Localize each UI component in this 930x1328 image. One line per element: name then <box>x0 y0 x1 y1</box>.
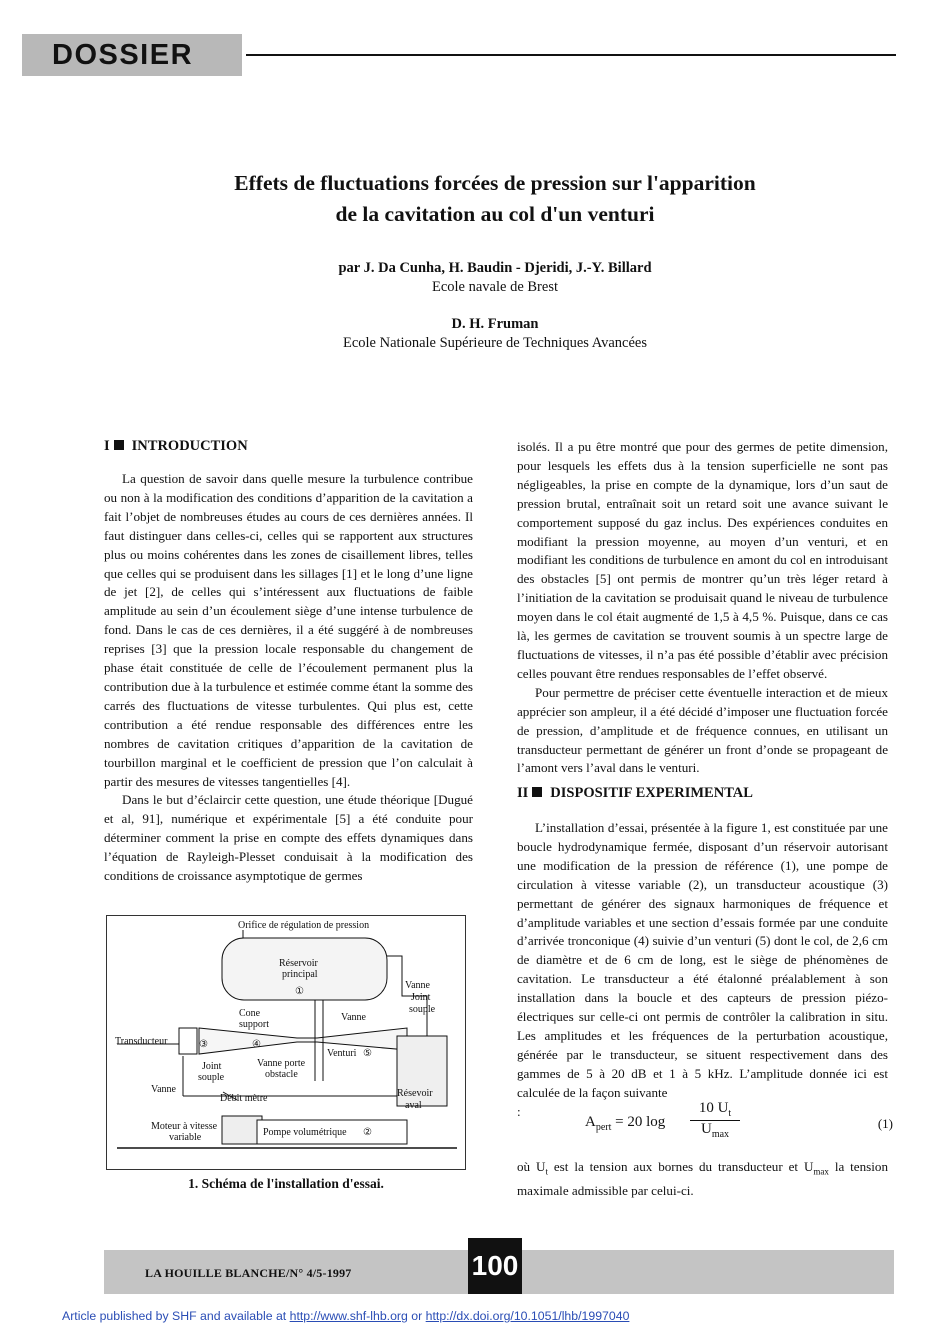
label-obstacle: obstacle <box>265 1069 298 1080</box>
colon: : <box>517 1103 521 1119</box>
label-moteur: Moteur à vitesse <box>151 1121 218 1132</box>
section-1-number: I <box>104 438 110 454</box>
doi-link[interactable]: http://dx.doi.org/10.1051/lhb/1997040 <box>425 1309 630 1323</box>
journal-name: LA HOUILLE BLANCHE/N° 4/5-1997 <box>145 1266 352 1280</box>
shf-link[interactable]: http://www.shf-lhb.org <box>289 1309 408 1323</box>
label-vanne-right: Vanne <box>405 980 430 991</box>
setup-text <box>517 819 888 1122</box>
venturi-body <box>199 1028 407 1054</box>
intro-paragraph-4: Pour permettre de préciser cette éventuelle interaction et de mieux apprécier son ampleur, il a été décidé d’imposer une fluctuation forcée de pression, d’amplitude et de fréquence connues, en utilisant un transducteur permettant de générer un front d’onde se propageant de l’amont vers l’aval dans le venturi. <box>517 684 888 776</box>
section-2-number: II <box>517 785 529 801</box>
label-pompe: Pompe volumétrique <box>263 1127 347 1138</box>
motor-box <box>222 1116 262 1144</box>
installation-schematic <box>107 916 465 1169</box>
section-1-title: INTRODUCTION <box>131 438 248 454</box>
figure-caption: 1. Schéma de l'installation d'essai. <box>188 1176 384 1191</box>
label-reservoir: Réservoir <box>279 958 318 969</box>
label-vanne-mid: Vanne <box>341 1012 366 1023</box>
label-cone: Cone <box>239 1008 261 1019</box>
label-vanne-porte: Vanne porte <box>257 1058 306 1069</box>
label-orifice: Orifice de régulation de pression <box>238 920 370 931</box>
label-joint: Joint <box>411 992 431 1003</box>
label-variable: variable <box>169 1132 202 1143</box>
label-joint-left: Joint <box>202 1061 222 1072</box>
publisher-line: Article published by SHF and available at http://www.shf-lhb.org or http://dx.doi.org/10.1051/lhb/1997040 <box>62 1309 630 1323</box>
page-number: 100 <box>468 1238 522 1294</box>
square-bullet-icon <box>114 440 124 450</box>
label-souple: souple <box>409 1004 436 1015</box>
left-column-text <box>104 470 473 886</box>
label-venturi: Venturi <box>327 1048 357 1059</box>
author-group-1: par J. Da Cunha, H. Baudin - Djeridi, J.-Y. Billard <box>338 260 652 276</box>
equation-explanation: où $U_t$ est la tension aux bornes du transducteur et $U_{max}$ la tension maximale admissible par celui-ci. <box>517 1159 888 1198</box>
intro-paragraph-1: La question de savoir dans quelle mesure la turbulence contribue ou non à la modification des conditions d’apparition de la cavitation a fait l’objet de nombreuses études au cours de ces dernières années. Il faut distinguer dans celles-ci, celles qui se rapportent aux structures plus ou moins cohérentes dans les zones de cisaillement libres, telles que celles qui se produisent dans les sillages [1] et le long d’une ligne de jet [2], de celles qui s’intéressent aux fluctuations de faible amplitude au sein d’un écoulement siège d’une intense turbulence de fond. Dans le cas de ces dernières, il a été suggéré à de nombreuses reprises [3] que la pression locale responsable du changement de phase était constituée de celle de l’écoulement permanent plus la contribution due à la turbulence et estimée comme étant la somme des carrés des fluctuations de vitesse turbulentes. Qui plus est, cette contribution a été rendue responsable des différences entre les nombres de cavitation critiques d’apparition de la cavitation de tourbillon marginal et le coefficient de pression que l’on calculait à partir des mesures de vitesses tangentielles [4]. <box>104 471 473 789</box>
intro-paragraph-2: Dans le but d’éclaircir cette question, une étude théorique [Dugué et al, 91], numérique et expérimentale [5] a été conduite pour déterminer comment la prise en compte des effets dynamiques dans l’équation de Rayleigh-Plesset conduisait à la modification des conditions de croissance asymptotique de germes <box>104 792 473 884</box>
label-1: ① <box>295 986 304 997</box>
label-transducteur: Transducteur <box>115 1036 168 1047</box>
intro-paragraph-3: isolés. Il a pu être montré que pour des germes de petite dimension, pour lesquels les effets dus à la tension superficielle ne sont pas négligeables, la prise en compte de la dynamique, lors d’un saut de pression brutal, entraînait soit un retard soit une avance suivant le comportement supposé du gaz inclus. Des expériences conduites en modifiant la pression moyenne, au moyen d’un venturi, et en modifiant les conditions de turbulence en amont du col en introduisant des obstacles [5] ont permis de montrer qu’un très léger retard à l’initiation de la cavitation se produisait quand le niveau de turbulence moyen dans le col était augmenté de 1,5 à 4,5 %. Puisque, dans ce cas là, les germes de cavitation se trouvent soumis à un spectre large de fluctuations de vitesses, il n’a pas été possible d’établir avec précision celles pouvant être rendues responsables de l’effet observé. <box>517 439 888 681</box>
author-group-2: D. H. Fruman <box>451 316 539 332</box>
right-column-text <box>517 438 888 778</box>
label-vanne-left: Vanne <box>151 1084 176 1095</box>
title-line-1: Effets de fluctuations forcées de pression sur l'apparition <box>234 171 756 195</box>
label-aval: aval <box>405 1100 422 1111</box>
label-5: ⑤ <box>363 1048 372 1059</box>
label-souple-left: souple <box>198 1072 225 1083</box>
square-bullet-icon <box>532 787 542 797</box>
figure-1 <box>106 915 466 1170</box>
setup-paragraph: L’installation d’essai, présentée à la figure 1, est constituée par une boucle hydrodynamique fermée, disposant d’un réservoir autorisant une modification de la pression de référence (1), une pompe de circulation à vitesse variable (2), un transducteur acoustique (3) permettant de générer des signaux harmoniques de fréquence et d’amplitude variables et une section d’essais formée par une conduite d’arrivée tronconique (4) suivie d’un venturi (5) dont le col, de 2,6 cm de diamètre et de 6 cm de long, est le siège de phénomènes de cavitation. Le transducteur a été étalonné préalablement à son installation dans la boucle et des capteurs de pression piézo-électriques sur celle-ci ont permis de contrôler la calibration in situ. Les amplitudes et les fréquences de la perturbation acoustique, générée par le transducteur, se situent respectivement dans des gammes de 5 à 20 dB et 1 à 5 kHz. L’amplitude donnée ici est calculée de la façon suivante <box>517 820 888 1100</box>
label-support: support <box>239 1019 269 1030</box>
equation-1 <box>585 1100 895 1152</box>
transducer-body <box>179 1028 197 1054</box>
label-3: ③ <box>199 1039 208 1050</box>
header-rule <box>246 54 896 56</box>
label-reservoir-aval: Résevoir <box>397 1088 433 1099</box>
label-debit: Débit mètre <box>220 1093 268 1104</box>
affiliation-1: Ecole navale de Brest <box>431 279 558 295</box>
section-2-heading <box>517 785 753 802</box>
equation-lhs: $A_{pert} = 20$ log <box>585 1114 666 1133</box>
section-1-heading <box>104 438 248 455</box>
label-4: ④ <box>252 1039 261 1050</box>
section-tag: DOSSIER <box>22 34 242 76</box>
equation-number: (1) <box>877 1116 893 1131</box>
title-line-2: de la cavitation au col d'un venturi <box>335 202 655 226</box>
equation-fraction: 10 $U_t$ $U_{max}$ <box>690 1100 740 1140</box>
affiliation-2: Ecole Nationale Supérieure de Techniques Avancées <box>342 335 648 351</box>
label-2: ② <box>363 1127 372 1138</box>
section-2-title: DISPOSITIF EXPERIMENTAL <box>550 785 753 801</box>
article-title <box>100 168 890 230</box>
label-principal: principal <box>282 969 318 980</box>
